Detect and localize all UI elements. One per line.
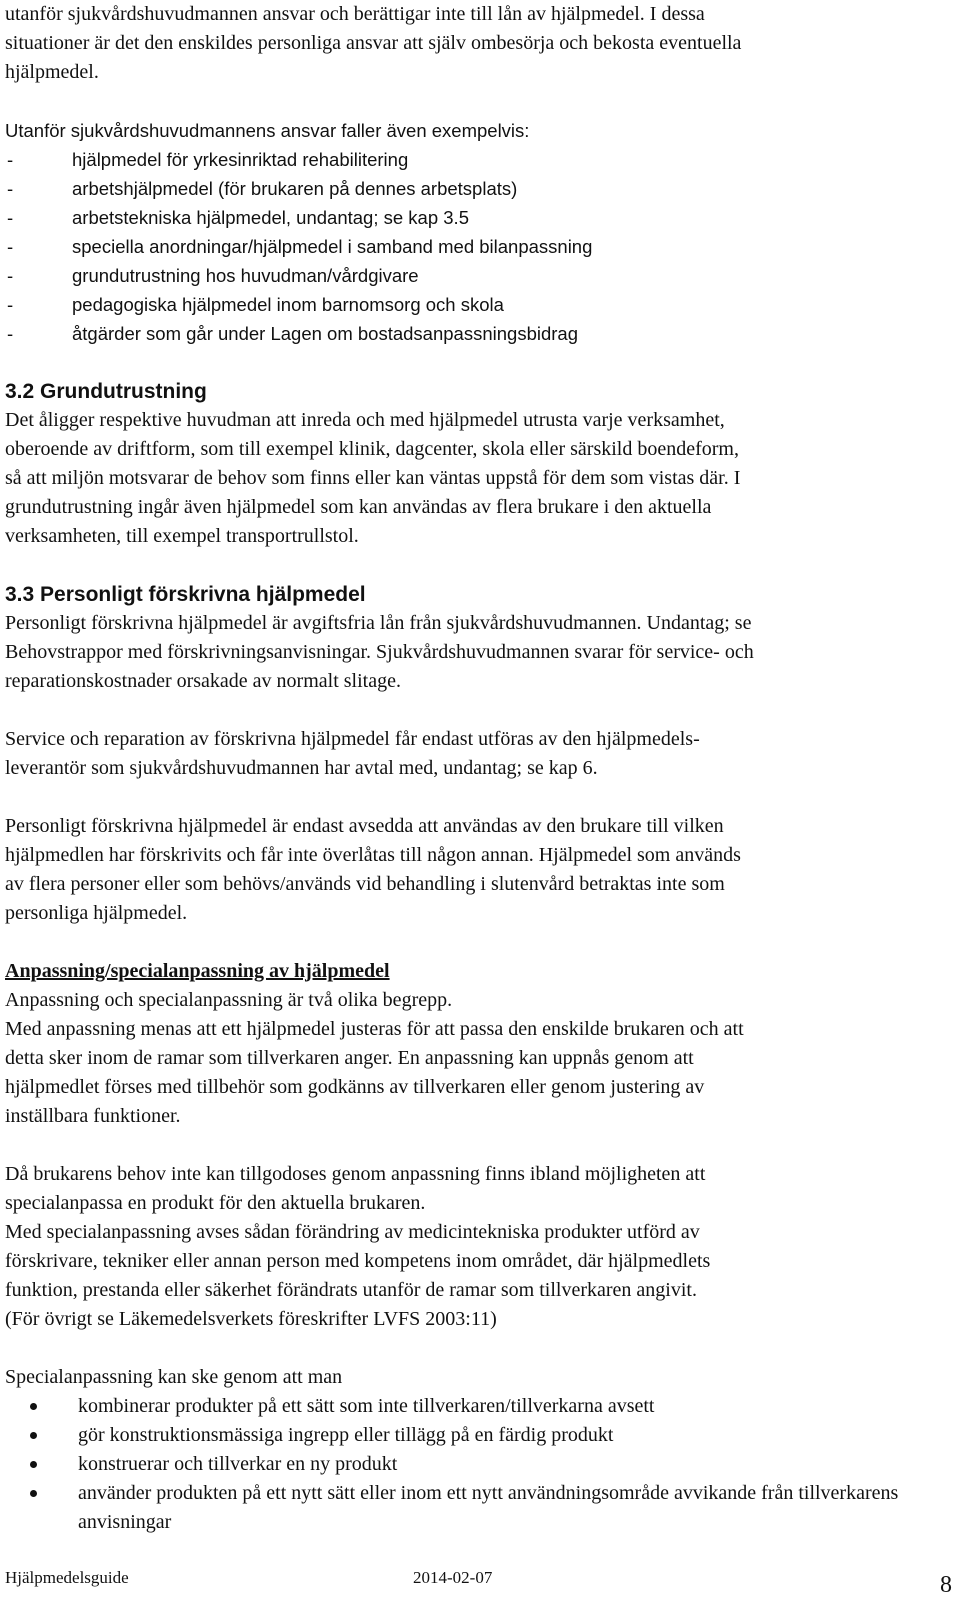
dash-marker: - (7, 149, 14, 170)
text-line: reparationskostnader orsakade av normalt slitage. (5, 670, 401, 692)
dash-marker: - (7, 207, 14, 228)
text-line: Personligt förskrivna hjälpmedel är endast avsedda att användas av den brukare till vilken (5, 815, 724, 837)
page-number: 8 (940, 1572, 952, 1598)
text-line: situationer är det den enskildes personliga ansvar att själv ombesörja och bekosta eventuella (5, 32, 742, 54)
bullet-icon (5, 1450, 78, 1479)
text-line: av flera personer eller som behövs/används vid behandling i slutenvård betraktas inte som (5, 873, 725, 895)
list-item: - arbetshjälpmedel (för brukaren på dennes arbetsplats) (5, 174, 955, 203)
text-line: förskrivare, tekniker eller annan person med kompetens inom området, där hjälpmedlets (5, 1250, 711, 1272)
text-line: Behovstrappor med förskrivningsanvisningar. Sjukvårdshuvudmannen svarar för service- och (5, 641, 754, 663)
dash-marker: - (7, 178, 14, 199)
section-3-3-paragraph-3 (5, 812, 955, 928)
list-item: - arbetstekniska hjälpmedel, undantag; se kap 3.5 (5, 203, 955, 232)
text-line: hjälpmedel. (5, 61, 99, 83)
text-line: utanför sjukvårdshuvudmannen ansvar och berättigar inte till lån av hjälpmedel. I dessa (5, 3, 705, 25)
adaptation-paragraph-1 (5, 986, 955, 1131)
adaptation-heading: Anpassning/specialanpassning av hjälpmedel (5, 960, 390, 982)
section-heading-3-2: 3.2 Grundutrustning (5, 380, 207, 403)
text-line: Personligt förskrivna hjälpmedel är avgiftsfria lån från sjukvårdshuvudmannen. Undantag; se (5, 612, 752, 634)
list-item: använder produkten på ett nytt sätt eller inom ett nytt användningsområde avvikande från tillverkarens anvisningar (5, 1479, 955, 1537)
text-line: Service och reparation av förskrivna hjälpmedel får endast utföras av den hjälpmedels- (5, 728, 700, 750)
text-line: (För övrigt se Läkemedelsverkets föreskrifter LVFS 2003:11) (5, 1308, 497, 1330)
dash-marker: - (7, 236, 14, 257)
list-item: - grundutrustning hos huvudman/vårdgivare (5, 261, 955, 290)
text-line: detta sker inom de ramar som tillverkaren anger. En anpassning kan uppnås genom att (5, 1047, 694, 1069)
text-line: funktion, prestanda eller säkerhet förändrats utanför de ramar som tillverkaren angivit. (5, 1279, 697, 1301)
text-line: Med specialanpassning avses sådan förändring av medicintekniska produkter utförd av (5, 1221, 700, 1243)
text-line: Med anpassning menas att ett hjälpmedel justeras för att passa den enskilde brukaren och att (5, 1018, 744, 1040)
outside-responsibility-block (5, 116, 955, 348)
list-item: - pedagogiska hjälpmedel inom barnomsorg och skola (5, 290, 955, 319)
list-item: konstruerar och tillverkar en ny produkt (5, 1450, 955, 1479)
text-line: hjälpmedlet förses med tillbehör som godkänns av tillverkaren eller genom justering av (5, 1076, 705, 1098)
text-line: Anpassning och specialanpassning är två olika begrepp. (5, 989, 453, 1011)
section-heading-3-3: 3.3 Personligt förskrivna hjälpmedel (5, 583, 366, 606)
text-line: Då brukarens behov inte kan tillgodoses genom anpassning finns ibland möjligheten att (5, 1163, 706, 1185)
list-lead: Utanför sjukvårdshuvudmannens ansvar faller även exempelvis: (5, 120, 530, 141)
list-item: - åtgärder som går under Lagen om bostadsanpassningsbidrag (5, 319, 955, 348)
dash-marker: - (7, 294, 14, 315)
text-line: personliga hjälpmedel. (5, 902, 188, 924)
text-line: leverantör som sjukvårdshuvudmannen har avtal med, undantag; se kap 6. (5, 757, 598, 779)
intro-paragraph (5, 0, 955, 87)
text-line: så att miljön motsvarar de behov som finns eller kan väntas uppstå för dem som vistas där. I (5, 467, 741, 489)
text-line: oberoende av driftform, som till exempel klinik, dagcenter, skola eller särskild boendeform, (5, 438, 739, 460)
dash-marker: - (7, 323, 14, 344)
list-item: gör konstruktionsmässiga ingrepp eller tillägg på en färdig produkt (5, 1421, 955, 1450)
text-line: hjälpmedlen har förskrivits och får inte överlåtas till någon annan. Hjälpmedel som används (5, 844, 741, 866)
bullet-icon (5, 1479, 78, 1537)
bullet-icon (5, 1392, 78, 1421)
text-line: Det åligger respektive huvudman att inreda och med hjälpmedel utrusta varje verksamhet, (5, 409, 725, 431)
section-3-3-paragraph-1 (5, 609, 955, 696)
dash-list (5, 145, 955, 348)
list-item: kombinerar produkter på ett sätt som inte tillverkaren/tillverkarna avsett (5, 1392, 955, 1421)
adaptation-paragraph-2 (5, 1160, 955, 1334)
adaptation-list-block (5, 1363, 955, 1537)
text-line: inställbara funktioner. (5, 1105, 181, 1127)
document-page (5, 0, 955, 1537)
page-footer (5, 1566, 960, 1596)
bullet-icon (5, 1421, 78, 1450)
section-3-3-paragraph-2 (5, 725, 955, 783)
bullet-list (5, 1392, 955, 1537)
list-item: - hjälpmedel för yrkesinriktad rehabilitering (5, 145, 955, 174)
list-lead: Specialanpassning kan ske genom att man (5, 1366, 343, 1388)
section-3-2-paragraph (5, 406, 955, 551)
list-item: - speciella anordningar/hjälpmedel i samband med bilanpassning (5, 232, 955, 261)
dash-marker: - (7, 265, 14, 286)
text-line: grundutrustning ingår även hjälpmedel som kan användas av flera brukare i den aktuella (5, 496, 712, 518)
footer-date: 2014-02-07 (413, 1568, 493, 1587)
text-line: verksamheten, till exempel transportrullstol. (5, 525, 359, 547)
footer-title: Hjälpmedelsguide (5, 1568, 129, 1587)
text-line: specialanpassa en produkt för den aktuella brukaren. (5, 1192, 426, 1214)
